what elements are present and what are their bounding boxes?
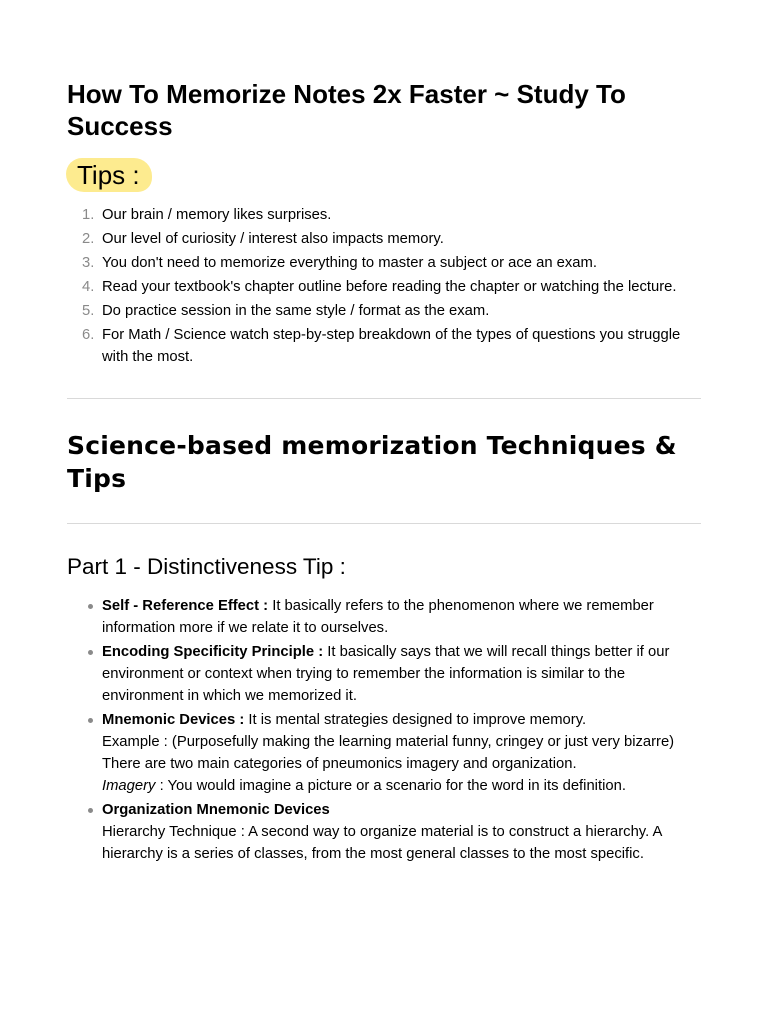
list-item xyxy=(102,641,701,707)
list-item xyxy=(102,799,701,865)
list-item xyxy=(102,595,701,639)
list-item-text: You don't need to memorize everything to master a subject or ace an exam. xyxy=(102,255,597,271)
list-item-text: Our brain / memory likes surprises. xyxy=(102,207,332,223)
section-divider xyxy=(67,523,701,524)
tips-list xyxy=(67,204,701,368)
list-number: 2. xyxy=(82,231,95,247)
example-text: Example : (Purposefully making the learning material funny, cringey or just very bizarre) xyxy=(102,734,675,750)
list-item xyxy=(82,204,701,226)
imagery-text: : You would imagine a picture or a scenario for the word in its definition. xyxy=(155,778,626,794)
list-item xyxy=(82,228,701,250)
part-title: Part 1 - Distinctiveness Tip : xyxy=(67,554,346,579)
bullet-dot-icon xyxy=(88,650,93,655)
list-item-text: Read your textbook's chapter outline before reading the chapter or watching the lecture. xyxy=(102,279,677,295)
term-description: It basically says that we will recall things better if our environment or context when trying to remember the information is similar to the environment in which we memorized it. xyxy=(102,644,670,704)
section-divider xyxy=(67,398,701,399)
section-title: Science-based memorization Techniques & Tips xyxy=(67,431,677,493)
tips-heading xyxy=(67,156,701,194)
technique-list xyxy=(67,595,701,865)
list-number: 1. xyxy=(82,207,95,223)
list-item-text: Our level of curiosity / interest also impacts memory. xyxy=(102,231,444,247)
list-number: 3. xyxy=(82,255,95,271)
list-item xyxy=(82,252,701,274)
term-label: Organization Mnemonic Devices xyxy=(102,802,330,818)
term-label: Self - Reference Effect : xyxy=(102,598,269,614)
categories-text: There are two main categories of pneumonics imagery and organization. xyxy=(102,756,577,772)
imagery-line xyxy=(102,775,701,797)
list-number: 6. xyxy=(82,327,95,343)
term-description: It basically refers to the phenomenon where we remember information more if we relate it to ourselves. xyxy=(102,598,654,636)
term-label: Encoding Specificity Principle : xyxy=(102,644,324,660)
list-item xyxy=(82,276,701,298)
list-item-text: Do practice session in the same style / format as the exam. xyxy=(102,303,490,319)
bullet-dot-icon xyxy=(88,604,93,609)
term-description: Hierarchy Technique : A second way to organize material is to construct a hierarchy. A hierarchy is a series of classes, from the most general classes to the most specific. xyxy=(102,824,662,862)
list-item-text: For Math / Science watch step-by-step breakdown of the types of questions you struggle with the most. xyxy=(102,327,681,365)
list-number: 4. xyxy=(82,279,95,295)
imagery-label: Imagery xyxy=(102,778,156,794)
bullet-dot-icon xyxy=(88,808,93,813)
bullet-dot-icon xyxy=(88,718,93,723)
list-item xyxy=(102,709,701,797)
list-number: 5. xyxy=(82,303,95,319)
tips-highlight: Tips : xyxy=(66,158,152,192)
document-title: How To Memorize Notes 2x Faster ~ Study To Success xyxy=(67,79,626,141)
list-item xyxy=(82,324,701,368)
term-label: Mnemonic Devices : xyxy=(102,712,245,728)
list-item xyxy=(82,300,701,322)
term-description: It is mental strategies designed to improve memory. xyxy=(244,712,587,728)
